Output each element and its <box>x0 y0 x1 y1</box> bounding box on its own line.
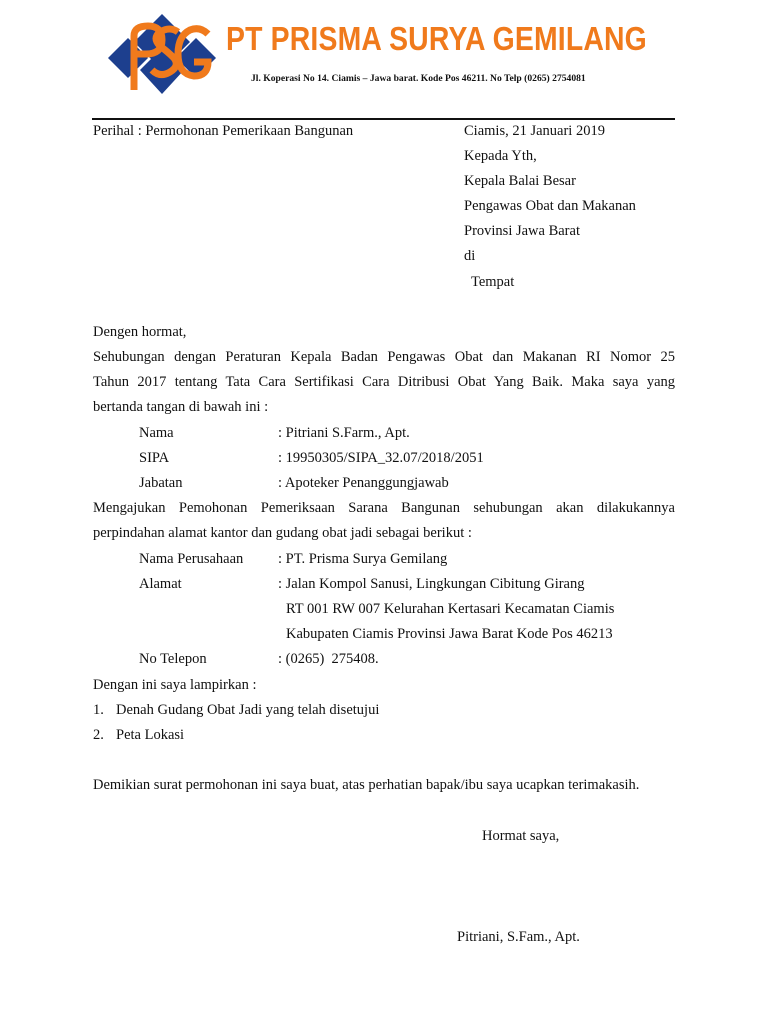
paragraph-line: Mengajukan Pemohonan Pemeriksaan Sarana Bangunan sehubungan akan dilakukannya <box>93 500 675 516</box>
header-divider <box>92 118 675 120</box>
signer-label: Jabatan <box>139 475 183 491</box>
paragraph-line: bertanda tangan di bawah ini : <box>93 399 269 415</box>
signer-label: Nama <box>139 425 174 441</box>
company-logo <box>104 12 220 96</box>
regards: Hormat saya, <box>482 828 560 844</box>
paragraph-line: Tahun 2017 tentang Tata Cara Sertifikasi Cara Ditribusi Obat Yang Baik. Maka saya yang <box>93 374 675 390</box>
signer-value: : Apoteker Penanggungjawab <box>278 475 449 491</box>
company-name: PT PRISMA SURYA GEMILANG <box>226 20 647 57</box>
closing-paragraph: Demikian surat permohonan ini saya buat, atas perhatian bapak/ibu saya ucapkan terimakasih. <box>93 777 640 793</box>
company-address: Jl. Koperasi No 14. Ciamis – Jawa barat. Kode Pos 46211. No Telp (0265) 2754081 <box>251 73 586 84</box>
recipient-line: di <box>464 248 476 264</box>
attachment-item: Peta Lokasi <box>116 727 185 743</box>
greeting: Dengen hormat, <box>93 324 187 340</box>
paragraph-line: perpindahan alamat kantor dan gudang obat jadi sebagai berikut : <box>93 525 472 541</box>
signer-value: : 19950305/SIPA_32.07/2018/2051 <box>278 450 484 466</box>
letter-date: Ciamis, 21 Januari 2019 <box>464 123 605 139</box>
recipient-line: Kepala Balai Besar <box>464 173 576 189</box>
letter-subject: Perihal : Permohonan Pemerikaan Bangunan <box>93 123 354 139</box>
signature-name: Pitriani, S.Fam., Apt. <box>457 929 580 945</box>
recipient-line: Tempat <box>464 274 515 290</box>
attachments-intro: Dengan ini saya lampirkan : <box>93 677 257 693</box>
company-address-line: : Jalan Kompol Sanusi, Lingkungan Cibitung Girang <box>278 576 585 592</box>
attachment-number: 2. <box>93 727 104 743</box>
recipient-line: Provinsi Jawa Barat <box>464 223 580 239</box>
company-address-label: Alamat <box>139 576 182 592</box>
company-name-value: : PT. Prisma Surya Gemilang <box>278 551 448 567</box>
attachment-item: Denah Gudang Obat Jadi yang telah disetujui <box>116 702 380 718</box>
recipient-line: Pengawas Obat dan Makanan <box>464 198 636 214</box>
attachment-number: 1. <box>93 702 104 718</box>
company-address-line: RT 001 RW 007 Kelurahan Kertasari Kecamatan Ciamis <box>286 601 615 617</box>
signer-label: SIPA <box>139 450 170 466</box>
paragraph-line: Sehubungan dengan Peraturan Kepala Badan Pengawas Obat dan Makanan RI Nomor 25 <box>93 349 675 365</box>
company-phone-label: No Telepon <box>139 651 207 667</box>
company-phone-value: : (0265) 275408. <box>278 651 379 667</box>
company-address-line: Kabupaten Ciamis Provinsi Jawa Barat Kode Pos 46213 <box>286 626 613 642</box>
recipient-line: Kepada Yth, <box>464 148 537 164</box>
company-name-label: Nama Perusahaan <box>139 551 244 567</box>
signer-value: : Pitriani S.Farm., Apt. <box>278 425 410 441</box>
